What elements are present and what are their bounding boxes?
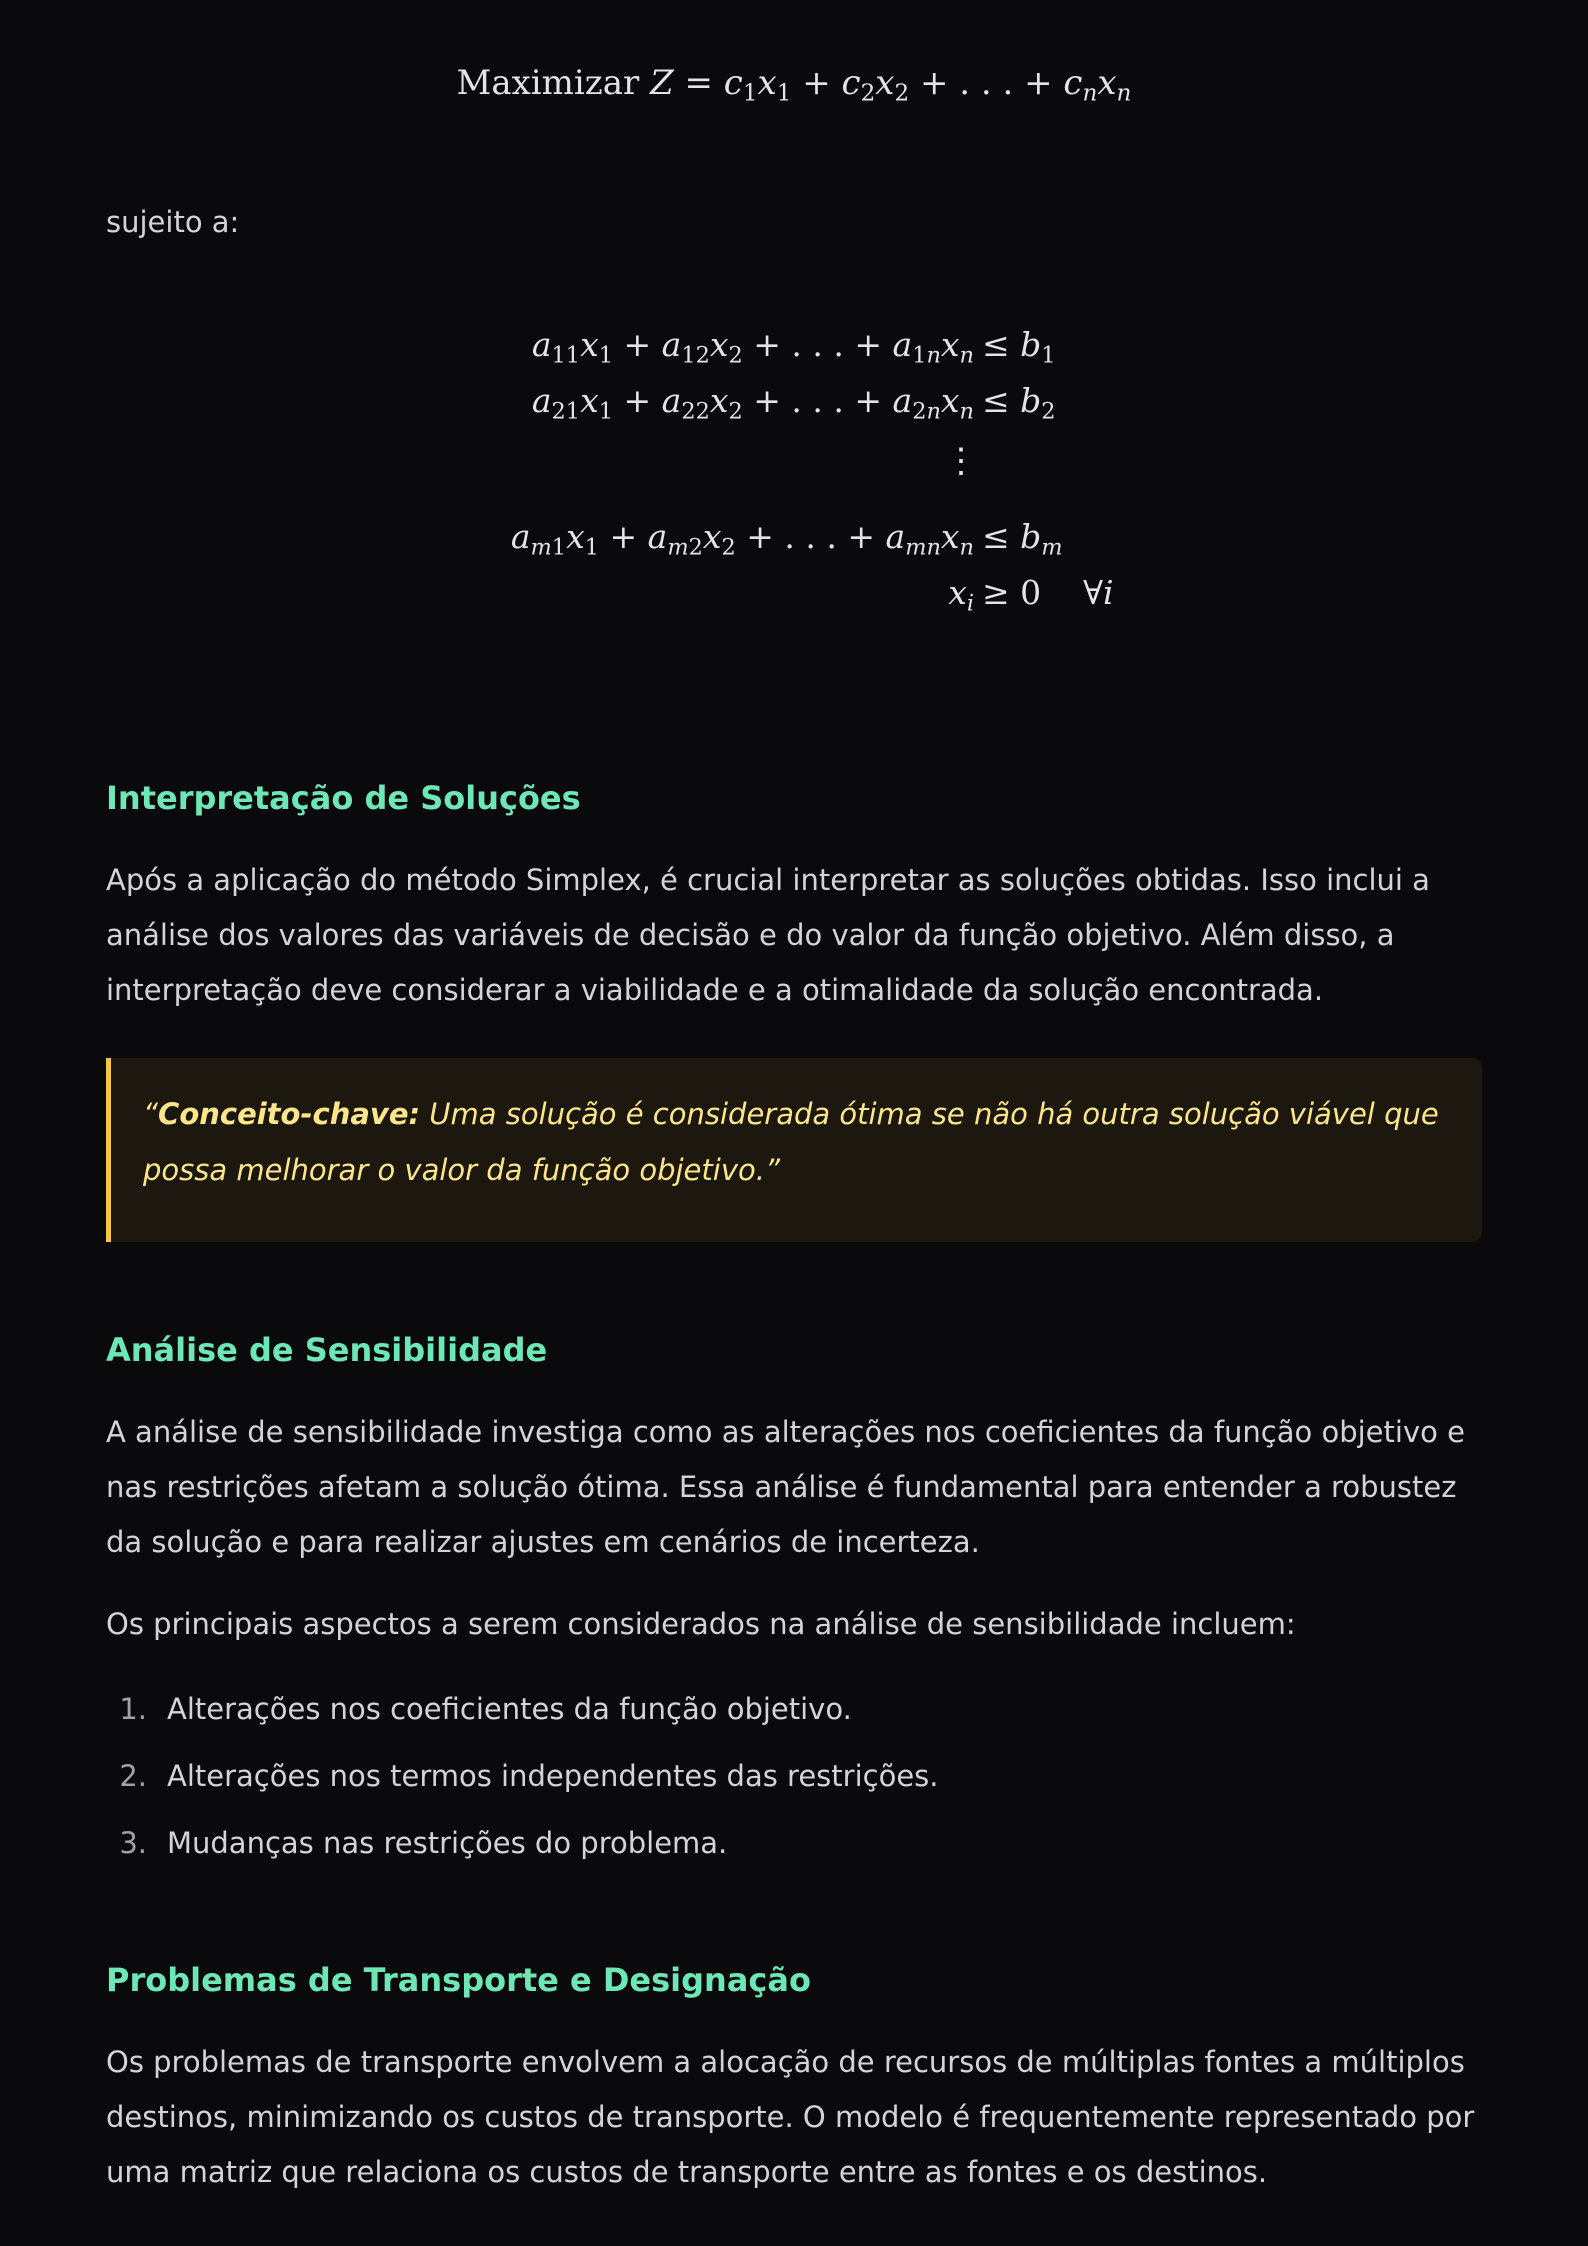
vertical-ellipsis: ⋮ bbox=[944, 441, 978, 481]
paragraph-transporte: Os problemas de transporte envolvem a alocação de recursos de múltiplas fontes a múltiplos destinos, minimizando os custos de transporte. O modelo é frequentemente representado por uma matriz que relaciona os custos de transporte entre as fontes e os destinos. bbox=[106, 2045, 1475, 2189]
heading-interpretacao: Interpretação de Soluções bbox=[106, 779, 581, 817]
objective-equation: Maximizar $Z = c_1x_1 + c_2x_2$ + . . . + $c_nx_n$ bbox=[456, 63, 1132, 107]
subject-to-label: sujeito a: bbox=[106, 205, 240, 239]
list-item: 3. Mudanças nas restrições do problema. bbox=[119, 1826, 728, 1860]
list-item: 1. Alterações nos coeficientes da função objetivo. bbox=[119, 1692, 852, 1726]
paragraph-aspectos: Os principais aspectos a serem considerados na análise de sensibilidade incluem: bbox=[106, 1607, 1296, 1641]
paragraph-sensibilidade: A análise de sensibilidade investiga como as alterações nos coeficientes da função objetivo e nas restrições afetam a solução ótima. Essa análise é fundamental para entender a robustez da solução e para realizar ajustes em cenários de incerteza. bbox=[106, 1415, 1465, 1559]
aspects-list bbox=[106, 1683, 939, 1884]
constraint-row-1: $a_{11}x_1 + a_{12}x_2$ + . . . + $a_{1n}x_n$ ≤ $b_1$ bbox=[531, 325, 1056, 369]
objective-prefix: Maximizar bbox=[456, 63, 640, 103]
constraint-row-m: $a_{m1}x_1 + a_{m2}x_2$ + . . . + $a_{mn}x_n$ ≤ $b_m$ bbox=[510, 517, 1063, 561]
nonnegativity-row: $x_i$ ≥ 0 ∀i bbox=[948, 573, 1114, 617]
paragraph-interpretacao: Após a aplicação do método Simplex, é crucial interpretar as soluções obtidas. Isso inclui a análise dos valores das variáveis de decisão e do valor da função objetivo. Além disso, a interpretação deve considerar a viabilidade e a otimalidade da solução encontrada. bbox=[106, 863, 1430, 1007]
list-item: 2. Alterações nos termos independentes das restrições. bbox=[119, 1759, 939, 1793]
key-concept-callout bbox=[106, 1058, 1482, 1242]
callout-text: “Conceito-chave: Uma solução é considerada ótima se não há outra solução viável que possa melhorar o valor da função objetivo.” bbox=[143, 1097, 1439, 1187]
heading-sensibilidade: Análise de Sensibilidade bbox=[106, 1331, 548, 1369]
heading-transporte: Problemas de Transporte e Designação bbox=[106, 1961, 811, 1999]
constraint-row-2: $a_{21}x_1 + a_{22}x_2$ + . . . + $a_{2n}x_n$ ≤ $b_2$ bbox=[531, 381, 1056, 425]
callout-label: Conceito-chave: bbox=[158, 1097, 421, 1131]
